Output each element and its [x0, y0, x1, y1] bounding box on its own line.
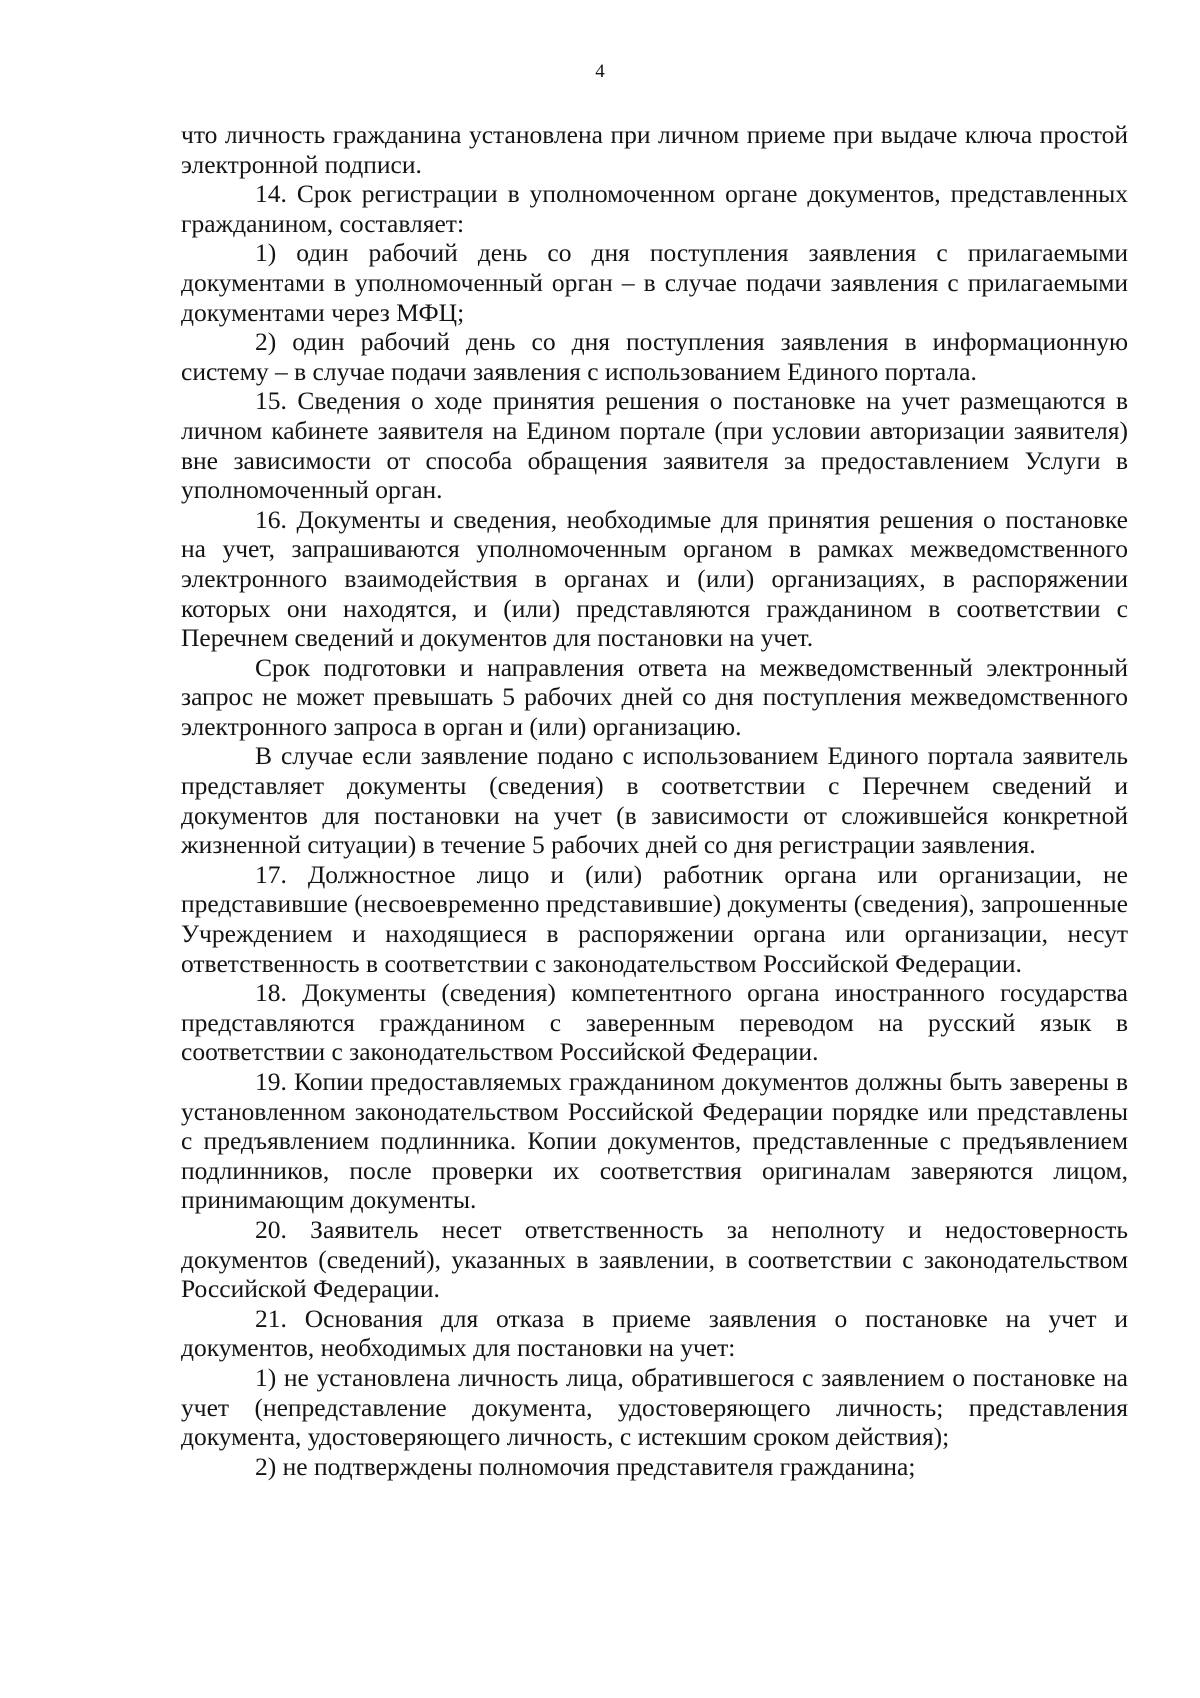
paragraph-16: 16. Документы и сведения, необходимые для принятия решения о постановке на учет, запрашиваются уполномоченным органом в рамках межведомственного электронного взаимодействия в органах и (или) организациях, в распоряжении которых они находятся, и (или) представляются гражданином в соответствии с Перечнем сведений и документов для постановки на учет. [181, 504, 1128, 653]
paragraph-17: 17. Должностное лицо и (или) работник органа или организации, не представившие (несвоевременно представившие) документы (сведения), запрошенные Учреждением и находящиеся в распоряжении органа или организации, несут ответственность в соответствии с законодательством Российской Федерации. [181, 859, 1128, 978]
paragraph-15: 15. Сведения о ходе принятия решения о постановке на учет размещаются в личном кабинете заявителя на Едином портале (при условии авторизации заявителя) вне зависимости от способа обращения заявителя за предоставлением Услуги в уполномоченный орган. [181, 386, 1128, 505]
paragraph-21: 21. Основания для отказа в приеме заявления о постановке на учет и документов, необходимых для постановки на учет: [181, 1303, 1128, 1363]
paragraph-14: 14. Срок регистрации в уполномоченном органе документов, представленных гражданином, составляет: [181, 179, 1128, 238]
page-number: 4 [595, 61, 605, 82]
paragraph-19: 19. Копии предоставляемых гражданином документов должны быть заверены в установленном законодательством Российской Федерации порядке или представлены с предъявлением подлинника. Копии документов, представленные с предъявлением подлинников, после проверки их соответствия оригиналам заверяются лицом, принимающим документы. [181, 1067, 1128, 1215]
paragraph-16-response-term: Срок подготовки и направления ответа на межведомственный электронный запрос не может превышать 5 рабочих дней со дня поступления межведомственного электронного запроса в орган и (или) организацию. [181, 652, 1128, 741]
paragraph-21-item-2: 2) не подтверждены полномочия представителя гражданина; [255, 1451, 916, 1481]
paragraph-18: 18. Документы (сведения) компетентного органа иностранного государства представляются гражданином с заверенным переводом на русский язык в соответствии с законодательством Российской Федерации. [181, 978, 1128, 1067]
paragraph-continuation: что личность гражданина установлена при личном приеме при выдаче ключа простой электронной подписи. [181, 120, 1128, 179]
paragraph-14-item-1: 1) один рабочий день со дня поступления заявления с прилагаемыми документами в уполномоченный орган – в случае подачи заявления с прилагаемыми документами через МФЦ; [181, 238, 1128, 327]
paragraph-20: 20. Заявитель несет ответственность за неполноту и недостоверность документов (сведений), указанных в заявлении, в соответствии с законодательством Российской Федерации. [181, 1214, 1128, 1304]
paragraph-16-portal-case: В случае если заявление подано с использованием Единого портала заявитель представляет документы (сведения) в соответствии с Перечнем сведений и документов для постановки на учет (в зависимости от сложившейся конкретной жизненной ситуации) в течение 5 рабочих дней со дня регистрации заявления. [181, 741, 1128, 860]
paragraph-14-item-2: 2) один рабочий день со дня поступления заявления в информационную систему – в случае подачи заявления с использованием Единого портала. [181, 327, 1128, 386]
document-body [181, 120, 1128, 1481]
paragraph-21-item-1: 1) не установлена личность лица, обратившегося с заявлением о постановке на учет (непредставление документа, удостоверяющего личность; представления документа, удостоверяющего личность, с истекшим сроком действия); [181, 1362, 1128, 1452]
